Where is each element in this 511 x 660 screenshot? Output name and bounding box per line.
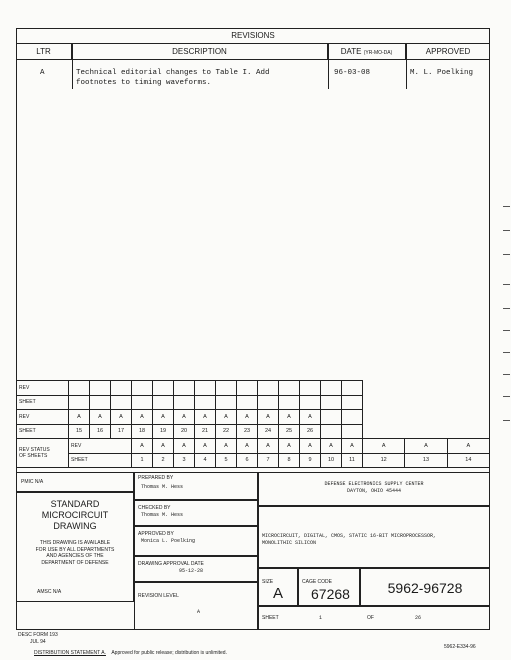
grid-cell: A xyxy=(216,410,237,425)
pmic-label: PMIC N/A xyxy=(21,479,44,485)
edge-tick xyxy=(503,330,510,331)
doc-number: 5962-E334-96 xyxy=(444,644,476,650)
approved-header: APPROVED xyxy=(406,44,490,60)
approved-by-label: APPROVED BY xyxy=(138,531,174,537)
size-label: SIZE xyxy=(262,579,274,585)
status-rev-cell: A xyxy=(195,439,216,454)
grid-cell xyxy=(237,381,258,396)
status-sheet-cell: 3 xyxy=(174,453,195,468)
standard-box xyxy=(16,492,134,602)
checked-by-name: Thomas M. Hess xyxy=(141,511,184,518)
revisions-title: REVISIONS xyxy=(16,28,490,44)
grid-cell xyxy=(132,381,153,396)
status-sheet-cell: 1 xyxy=(132,453,153,468)
ltr-header: LTR xyxy=(16,44,72,60)
status-sheet-label: SHEET xyxy=(69,453,132,468)
grid-row-label: REV xyxy=(17,410,69,425)
revision-description-line2: footnotes to timing waveforms. xyxy=(76,79,212,87)
prepared-by-box xyxy=(134,472,258,500)
approval-date: 95-12-28 xyxy=(179,567,204,574)
availability-line3: AND AGENCIES OF THE xyxy=(46,553,104,559)
status-rev-cell: A xyxy=(258,439,279,454)
size-box xyxy=(258,568,298,606)
grid-cell: A xyxy=(132,410,153,425)
agency-box xyxy=(258,472,490,506)
sheet-status-grid xyxy=(16,380,490,468)
edge-tick xyxy=(503,420,510,421)
of-label: OF xyxy=(367,615,374,621)
distribution-label: DISTRIBUTION STATEMENT A. xyxy=(34,650,106,656)
cage-code-box xyxy=(298,568,360,606)
grid-cell: A xyxy=(237,410,258,425)
drawing-description-line2: MONOLITHIC SILICON xyxy=(262,539,317,546)
grid-cell: A xyxy=(69,410,90,425)
date-header-label: DATE xyxy=(340,47,362,56)
grid-cell xyxy=(216,395,237,410)
grid-cell xyxy=(321,424,342,439)
status-sheet-cell: 10 xyxy=(321,453,342,468)
grid-cell xyxy=(111,381,132,396)
status-rev-cell: A xyxy=(405,439,447,454)
status-rev-cell: A xyxy=(342,439,363,454)
drawing-description-line1: MICROCIRCUIT, DIGITAL, CMOS, STATIC 16-BIT MICROPROCESSOR, xyxy=(262,533,437,539)
cage-code-label: CAGE CODE xyxy=(302,579,333,585)
sheet-number: 1 xyxy=(319,615,323,621)
rev-status-label xyxy=(17,439,69,468)
status-rev-cell: A xyxy=(237,439,258,454)
grid-cell: A xyxy=(90,410,111,425)
grid-cell xyxy=(300,381,321,396)
description-header: DESCRIPTION xyxy=(72,44,328,60)
pmic-box xyxy=(16,472,134,492)
grid-cell: 22 xyxy=(216,424,237,439)
grid-cell xyxy=(279,395,300,410)
edge-tick xyxy=(503,254,510,255)
distribution-statement xyxy=(34,650,227,657)
status-sheet-cell: 11 xyxy=(342,453,363,468)
revision-level-box xyxy=(134,582,258,630)
status-sheet-cell: 5 xyxy=(216,453,237,468)
rev-divider xyxy=(72,44,73,89)
grid-cell xyxy=(300,395,321,410)
status-sheet-cell: 12 xyxy=(363,453,405,468)
status-rev-cell: A xyxy=(363,439,405,454)
edge-tick xyxy=(503,284,510,285)
standard-line3: DRAWING xyxy=(53,521,97,531)
date-format-label: (YR-MO-DA) xyxy=(363,50,393,56)
revision-letter: A xyxy=(40,69,45,77)
grid-cell xyxy=(342,410,363,425)
checked-by-box xyxy=(134,500,258,526)
grid-cell xyxy=(258,395,279,410)
rev-status-line1: REV STATUS xyxy=(19,447,50,453)
status-rev-cell: A xyxy=(174,439,195,454)
availability-line2: FOR USE BY ALL DEPARTMENTS xyxy=(35,546,115,553)
agency-line1: DEFENSE ELECTRONICS SUPPLY CENTER xyxy=(324,481,424,487)
grid-cell: 26 xyxy=(300,424,321,439)
grid-cell: 16 xyxy=(90,424,111,439)
drawing-number: 5962-96728 xyxy=(387,580,463,596)
drawing-description-box xyxy=(258,506,490,568)
edge-tick xyxy=(503,308,510,309)
status-sheet-cell: 14 xyxy=(447,453,489,468)
approval-date-label: DRAWING APPROVAL DATE xyxy=(138,561,204,567)
grid-cell: 18 xyxy=(132,424,153,439)
grid-cell xyxy=(69,381,90,396)
status-sheet-cell: 9 xyxy=(300,453,321,468)
grid-cell: 17 xyxy=(111,424,132,439)
rev-divider xyxy=(328,44,329,89)
edge-tick xyxy=(503,396,510,397)
grid-row-label: SHEET xyxy=(17,395,69,410)
grid-cell xyxy=(342,424,363,439)
grid-cell xyxy=(174,395,195,410)
status-rev-cell: A xyxy=(216,439,237,454)
rev-divider xyxy=(406,44,407,89)
sheet-label: SHEET xyxy=(262,615,279,621)
grid-cell: 15 xyxy=(69,424,90,439)
amsc-label: AMSC N/A xyxy=(37,589,62,595)
cage-code: 67268 xyxy=(311,585,350,602)
status-sheet-cell: 2 xyxy=(153,453,174,468)
grid-cell xyxy=(153,381,174,396)
of-number: 26 xyxy=(415,615,422,621)
prepared-by-label: PREPARED BY xyxy=(138,475,174,481)
grid-cell xyxy=(132,395,153,410)
grid-cell xyxy=(111,395,132,410)
standard-line2: MICROCIRCUIT xyxy=(41,510,109,520)
availability-line4: DEPARTMENT OF DEFENSE xyxy=(41,559,109,566)
grid-cell: A xyxy=(300,410,321,425)
date-header xyxy=(328,44,406,60)
grid-cell xyxy=(195,395,216,410)
checked-by-label: CHECKED BY xyxy=(138,505,171,511)
status-rev-cell: A xyxy=(132,439,153,454)
availability-text xyxy=(17,540,133,566)
grid-cell xyxy=(90,381,111,396)
grid-cell xyxy=(321,410,342,425)
revision-date: 96-03-08 xyxy=(334,69,371,77)
grid-cell xyxy=(237,395,258,410)
edge-tick xyxy=(503,352,510,353)
status-rev-label: REV xyxy=(69,439,132,454)
grid-cell xyxy=(279,381,300,396)
status-sheet-cell: 8 xyxy=(279,453,300,468)
grid-cell xyxy=(342,395,363,410)
grid-cell xyxy=(69,395,90,410)
grid-cell: 25 xyxy=(279,424,300,439)
edge-tick xyxy=(503,374,510,375)
grid-cell: 19 xyxy=(153,424,174,439)
grid-cell xyxy=(195,381,216,396)
approval-date-box xyxy=(134,556,258,582)
grid-cell: A xyxy=(174,410,195,425)
drawing-number-box xyxy=(360,568,490,606)
grid-cell: 23 xyxy=(237,424,258,439)
status-rev-cell: A xyxy=(300,439,321,454)
grid-cell xyxy=(174,381,195,396)
grid-cell: 20 xyxy=(174,424,195,439)
revision-level-label: REVISION LEVEL xyxy=(138,593,179,599)
grid-cell: A xyxy=(153,410,174,425)
approved-by-name: Monica L. Poelking xyxy=(141,537,196,544)
status-sheet-cell: 6 xyxy=(237,453,258,468)
grid-row-label: SHEET xyxy=(17,424,69,439)
edge-tick xyxy=(503,206,510,207)
grid-cell: 24 xyxy=(258,424,279,439)
standard-line1: STANDARD xyxy=(50,499,100,509)
prepared-by-name: Thomas M. Hess xyxy=(141,483,184,490)
grid-cell: A xyxy=(111,410,132,425)
distribution-text: Approved for public release; distribution is unlimited. xyxy=(111,650,227,656)
revision-level: A xyxy=(197,609,201,615)
revision-description-line1: Technical editorial changes to Table I. Add xyxy=(76,69,270,77)
status-sheet-cell: 7 xyxy=(258,453,279,468)
grid-cell xyxy=(153,395,174,410)
grid-cell xyxy=(342,381,363,396)
standard-heading xyxy=(17,499,133,532)
grid-cell xyxy=(321,381,342,396)
status-sheet-cell: 4 xyxy=(195,453,216,468)
rev-status-line2: OF SHEETS xyxy=(19,453,48,459)
grid-cell xyxy=(321,395,342,410)
status-rev-cell: A xyxy=(447,439,489,454)
revision-approver: M. L. Poelking xyxy=(410,69,474,77)
size-value: A xyxy=(272,584,283,602)
status-rev-cell: A xyxy=(321,439,342,454)
grid-cell xyxy=(216,381,237,396)
grid-cell: A xyxy=(258,410,279,425)
grid-cell: A xyxy=(195,410,216,425)
status-rev-cell: A xyxy=(279,439,300,454)
availability-line1: THIS DRAWING IS AVAILABLE xyxy=(39,540,111,546)
status-sheet-cell: 13 xyxy=(405,453,447,468)
grid-row-label: REV xyxy=(17,381,69,396)
grid-cell: A xyxy=(279,410,300,425)
agency-line2: DAYTON, OHIO 45444 xyxy=(346,487,401,494)
grid-cell: 21 xyxy=(195,424,216,439)
form-date: JUL 94 xyxy=(30,639,46,645)
grid-cell xyxy=(90,395,111,410)
form-number: DESC FORM 193 xyxy=(18,632,58,638)
edge-tick xyxy=(503,230,510,231)
grid-cell xyxy=(258,381,279,396)
status-rev-cell: A xyxy=(153,439,174,454)
sheet-box xyxy=(258,606,490,630)
approved-by-box xyxy=(134,526,258,556)
